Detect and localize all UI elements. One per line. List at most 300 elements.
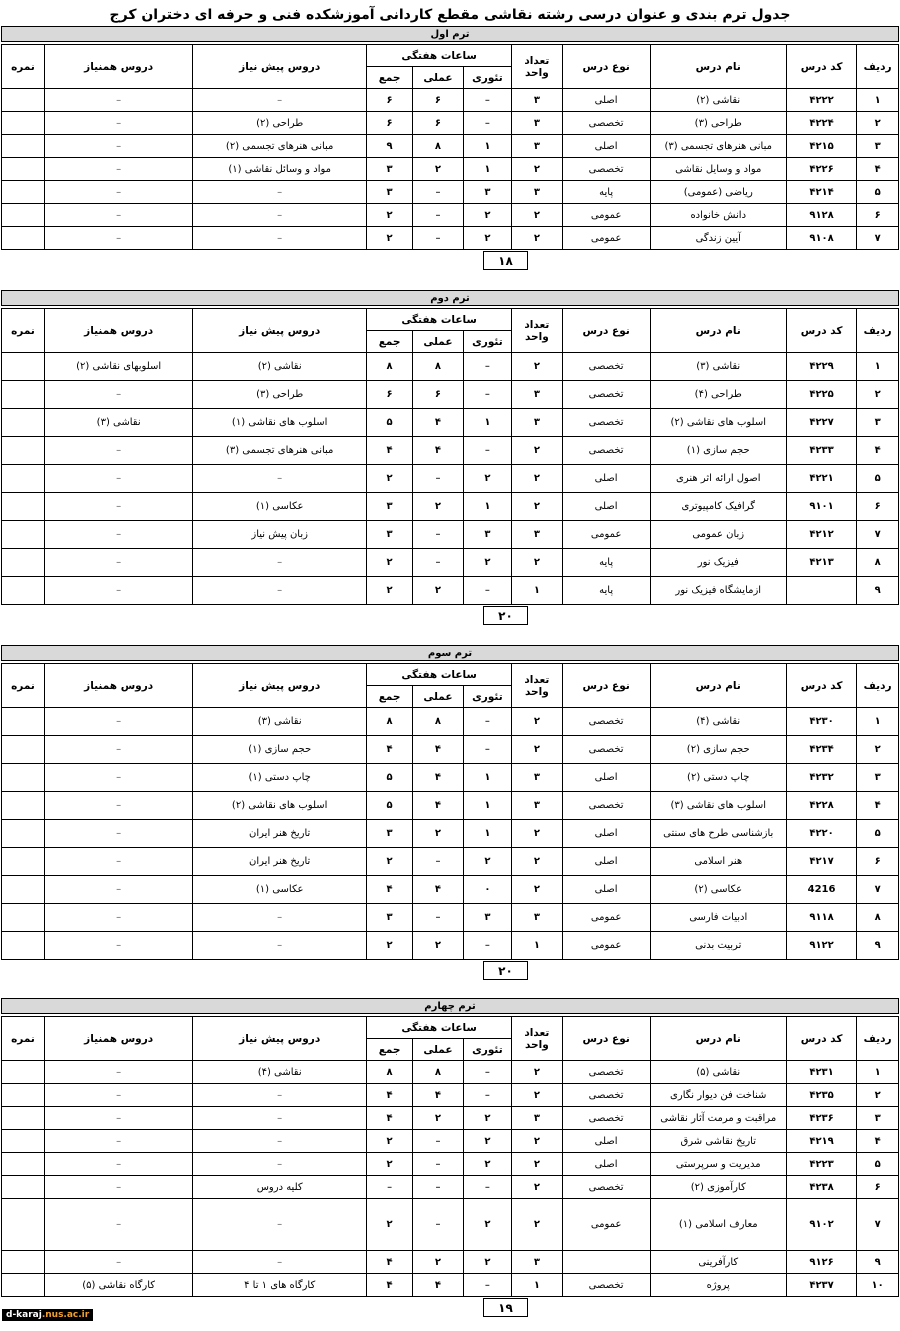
theory-cell: ۳ (463, 904, 511, 932)
header-total: جمع (367, 1039, 413, 1061)
units-cell: ۲ (512, 1199, 563, 1251)
header-coreq: دروس همنیاز (44, 309, 192, 353)
grade-cell[interactable] (2, 764, 45, 792)
course-name-cell: دانش خانواده (650, 204, 786, 227)
coreq-cell: – (44, 1251, 192, 1274)
prereq-cell: – (193, 549, 367, 577)
grade-cell[interactable] (2, 158, 45, 181)
units-cell: ۲ (512, 1130, 563, 1153)
total-cell: ۳ (367, 158, 413, 181)
coreq-cell: – (44, 1176, 192, 1199)
course-name-cell: آیین زندگی (650, 227, 786, 250)
grade-cell[interactable] (2, 549, 45, 577)
practical-cell: – (413, 181, 464, 204)
header-units (512, 45, 563, 89)
practical-cell: – (413, 204, 464, 227)
theory-cell: – (463, 437, 511, 465)
grade-cell[interactable] (2, 1084, 45, 1107)
term-title: ترم اول (1, 26, 899, 42)
header-coreq: دروس همنیاز (44, 45, 192, 89)
header-prereq: دروس پیش نیاز (193, 45, 367, 89)
code-cell: ۹۱۰۸ (786, 227, 856, 250)
units-cell: ۲ (512, 1176, 563, 1199)
row-cell: ۴ (857, 437, 899, 465)
header-grade: نمره (2, 664, 45, 708)
coreq-cell: – (44, 764, 192, 792)
practical-cell: ۲ (413, 158, 464, 181)
course-name-cell: طراحی (۴) (650, 381, 786, 409)
term-total-row (1, 961, 899, 981)
watermark-prefix: d-karaj (6, 1310, 42, 1320)
practical-cell: ۴ (413, 437, 464, 465)
table-row (2, 1251, 899, 1274)
theory-cell: – (463, 112, 511, 135)
grade-cell[interactable] (2, 820, 45, 848)
practical-cell: ۴ (413, 409, 464, 437)
grade-cell[interactable] (2, 521, 45, 549)
prereq-cell: – (193, 577, 367, 605)
prereq-cell: عکاسی (۱) (193, 493, 367, 521)
header-code: کد درس (786, 1017, 856, 1061)
grade-cell[interactable] (2, 227, 45, 250)
course-name-cell: زبان عمومی (650, 521, 786, 549)
course-name-cell: کارآموزی (۲) (650, 1176, 786, 1199)
code-cell: ۹۱۱۸ (786, 904, 856, 932)
total-cell: ۳ (367, 181, 413, 204)
course-name-cell: گرافیک کامپیوتری (650, 493, 786, 521)
type-cell: پایه (562, 577, 650, 605)
grade-cell[interactable] (2, 876, 45, 904)
course-name-cell: طراحی (۳) (650, 112, 786, 135)
theory-cell: ۲ (463, 1251, 511, 1274)
theory-cell: – (463, 353, 511, 381)
grade-cell[interactable] (2, 204, 45, 227)
total-cell: ۸ (367, 353, 413, 381)
total-cell: ۳ (367, 820, 413, 848)
total-cell: ۲ (367, 932, 413, 960)
grade-cell[interactable] (2, 1199, 45, 1251)
units-cell: ۳ (512, 409, 563, 437)
coreq-cell: – (44, 1199, 192, 1251)
row-cell: ۷ (857, 227, 899, 250)
course-name-cell: اسلوب های نقاشی (۲) (650, 409, 786, 437)
code-cell: ۴۲۲۵ (786, 381, 856, 409)
prereq-cell: – (193, 1084, 367, 1107)
course-name-cell: حجم سازی (۱) (650, 437, 786, 465)
code-cell: ۹۱۰۲ (786, 1199, 856, 1251)
course-name-cell: مدیریت و سرپرستی (650, 1153, 786, 1176)
type-cell: تخصصی (562, 1084, 650, 1107)
total-cell: ۳ (367, 521, 413, 549)
prereq-cell: تاریخ هنر ایران (193, 848, 367, 876)
theory-cell: ۱ (463, 820, 511, 848)
code-cell (786, 577, 856, 605)
code-cell: ۴۲۲۷ (786, 409, 856, 437)
type-cell: اصلی (562, 1153, 650, 1176)
course-name-cell: مراقبت و مرمت آثار نقاشی (650, 1107, 786, 1130)
units-cell: ۳ (512, 521, 563, 549)
coreq-cell: اسلوبهای نقاشی (۲) (44, 353, 192, 381)
course-name-cell: حجم سازی (۲) (650, 736, 786, 764)
term-title: ترم چهارم (1, 998, 899, 1014)
prereq-cell: حجم سازی (۱) (193, 736, 367, 764)
course-name-cell: نقاشی (۳) (650, 353, 786, 381)
practical-cell: ۴ (413, 736, 464, 764)
coreq-cell: – (44, 521, 192, 549)
total-cell: ۵ (367, 792, 413, 820)
total-cell: ۲ (367, 1153, 413, 1176)
grade-cell[interactable] (2, 736, 45, 764)
units-cell: ۲ (512, 708, 563, 736)
table-row (2, 1084, 899, 1107)
header-theory: تئوری (463, 686, 511, 708)
prereq-cell: نقاشی (۴) (193, 1061, 367, 1084)
grade-cell[interactable] (2, 437, 45, 465)
theory-cell: – (463, 736, 511, 764)
term-section (1, 645, 899, 981)
header-grade: نمره (2, 309, 45, 353)
theory-cell: – (463, 932, 511, 960)
units-cell: ۲ (512, 437, 563, 465)
theory-cell: ۳ (463, 521, 511, 549)
type-cell: پایه (562, 549, 650, 577)
theory-cell: – (463, 577, 511, 605)
course-name-cell: پروژه (650, 1274, 786, 1297)
theory-cell: ۱ (463, 158, 511, 181)
site-watermark (2, 1309, 93, 1321)
grade-cell[interactable] (2, 932, 45, 960)
practical-cell: ۲ (413, 932, 464, 960)
coreq-cell: – (44, 437, 192, 465)
practical-cell: ۴ (413, 792, 464, 820)
grade-cell[interactable] (2, 1107, 45, 1130)
term-total-units: ۱۹ (483, 1298, 528, 1317)
course-name-cell: اصول ارائه اثر هنری (650, 465, 786, 493)
units-cell: ۲ (512, 493, 563, 521)
table-row (2, 409, 899, 437)
grade-cell[interactable] (2, 1251, 45, 1274)
table-row (2, 493, 899, 521)
coreq-cell: – (44, 135, 192, 158)
theory-cell: ۱ (463, 792, 511, 820)
course-name-cell: ادبیات فارسی (650, 904, 786, 932)
grade-cell[interactable] (2, 89, 45, 112)
row-cell: ۹ (857, 932, 899, 960)
row-cell: ۶ (857, 848, 899, 876)
table-row (2, 904, 899, 932)
practical-cell: ۶ (413, 381, 464, 409)
prereq-cell: کارگاه های ۱ تا ۴ (193, 1274, 367, 1297)
units-cell: ۲ (512, 465, 563, 493)
header-units-bottom: واحد (524, 1038, 549, 1051)
prereq-cell: – (193, 227, 367, 250)
row-cell: ۸ (857, 904, 899, 932)
grade-cell[interactable] (2, 409, 45, 437)
total-cell: ۲ (367, 227, 413, 250)
units-cell: ۲ (512, 549, 563, 577)
grade-cell[interactable] (2, 1061, 45, 1084)
prereq-cell: طراحی (۳) (193, 381, 367, 409)
row-cell: ۴ (857, 1130, 899, 1153)
type-cell: اصلی (562, 465, 650, 493)
prereq-cell: – (193, 904, 367, 932)
table-row (2, 112, 899, 135)
header-practical: عملی (413, 1039, 464, 1061)
units-cell: ۲ (512, 848, 563, 876)
header-units-top: تعداد (524, 318, 550, 331)
header-units (512, 1017, 563, 1061)
practical-cell: ۸ (413, 1061, 464, 1084)
type-cell: تخصصی (562, 1176, 650, 1199)
code-cell: ۴۲۱۲ (786, 521, 856, 549)
code-cell: ۴۲۳۷ (786, 1274, 856, 1297)
total-cell: ۵ (367, 409, 413, 437)
row-cell: ۱ (857, 89, 899, 112)
prereq-cell: – (193, 181, 367, 204)
total-cell: – (367, 1176, 413, 1199)
coreq-cell: – (44, 158, 192, 181)
coreq-cell: – (44, 181, 192, 204)
type-cell: عمومی (562, 904, 650, 932)
header-prereq: دروس پیش نیاز (193, 309, 367, 353)
table-row (2, 792, 899, 820)
header-course-type: نوع درس (562, 309, 650, 353)
total-cell: ۲ (367, 848, 413, 876)
prereq-cell: اسلوب های نقاشی (۲) (193, 792, 367, 820)
table-row (2, 848, 899, 876)
grade-cell[interactable] (2, 353, 45, 381)
grade-cell[interactable] (2, 708, 45, 736)
table-row (2, 181, 899, 204)
prereq-cell: نقاشی (۳) (193, 708, 367, 736)
practical-cell: ۶ (413, 112, 464, 135)
units-cell: ۳ (512, 1251, 563, 1274)
code-cell: ۴۲۲۰ (786, 820, 856, 848)
header-units-top: تعداد (524, 54, 550, 67)
header-row: ردیف (857, 664, 899, 708)
row-cell: ۵ (857, 1153, 899, 1176)
prereq-cell: – (193, 1153, 367, 1176)
type-cell: تخصصی (562, 708, 650, 736)
prereq-cell: تاریخ هنر ایران (193, 820, 367, 848)
course-name-cell: چاپ دستی (۲) (650, 764, 786, 792)
header-theory: تئوری (463, 1039, 511, 1061)
code-cell: ۴۲۳۳ (786, 437, 856, 465)
practical-cell: ۸ (413, 135, 464, 158)
theory-cell: ۲ (463, 1107, 511, 1130)
theory-cell: – (463, 381, 511, 409)
practical-cell: ۸ (413, 353, 464, 381)
prereq-cell: زبان پیش نیاز (193, 521, 367, 549)
table-row (2, 158, 899, 181)
total-cell: ۲ (367, 577, 413, 605)
table-row (2, 1061, 899, 1084)
theory-cell: ۲ (463, 465, 511, 493)
theory-cell: ۲ (463, 848, 511, 876)
type-cell (562, 1251, 650, 1274)
theory-cell: ۱ (463, 493, 511, 521)
total-cell: ۲ (367, 465, 413, 493)
header-course-name: نام درس (650, 45, 786, 89)
row-cell: ۶ (857, 493, 899, 521)
table-row (2, 1107, 899, 1130)
coreq-cell: – (44, 904, 192, 932)
header-units (512, 664, 563, 708)
code-cell: ۴۲۲۱ (786, 465, 856, 493)
row-cell: ۵ (857, 820, 899, 848)
grade-cell[interactable] (2, 181, 45, 204)
coreq-cell: – (44, 736, 192, 764)
total-cell: ۲ (367, 1130, 413, 1153)
course-name-cell: عکاسی (۲) (650, 876, 786, 904)
practical-cell: – (413, 1153, 464, 1176)
row-cell: ۶ (857, 1176, 899, 1199)
row-cell: ۱ (857, 708, 899, 736)
total-cell: ۳ (367, 493, 413, 521)
coreq-cell: کارگاه نقاشی (۵) (44, 1274, 192, 1297)
grade-cell[interactable] (2, 465, 45, 493)
header-units-bottom: واحد (524, 66, 549, 79)
type-cell: تخصصی (562, 158, 650, 181)
total-cell: ۶ (367, 381, 413, 409)
course-name-cell: شناخت فن دیوار نگاری (650, 1084, 786, 1107)
course-name-cell: ریاضی (عمومی) (650, 181, 786, 204)
units-cell: ۲ (512, 227, 563, 250)
course-name-cell: تاریخ نقاشی شرق (650, 1130, 786, 1153)
grade-cell[interactable] (2, 1130, 45, 1153)
grade-cell[interactable] (2, 577, 45, 605)
table-row (2, 135, 899, 158)
header-coreq: دروس همنیاز (44, 664, 192, 708)
term-total-units: ۲۰ (483, 606, 528, 625)
grade-cell[interactable] (2, 792, 45, 820)
row-cell: ۱ (857, 1061, 899, 1084)
type-cell: اصلی (562, 820, 650, 848)
type-cell: عمومی (562, 521, 650, 549)
code-cell: ۴۲۳۱ (786, 1061, 856, 1084)
coreq-cell: – (44, 792, 192, 820)
units-cell: ۲ (512, 1084, 563, 1107)
grade-cell[interactable] (2, 904, 45, 932)
header-grade: نمره (2, 45, 45, 89)
type-cell: تخصصی (562, 381, 650, 409)
header-total: جمع (367, 686, 413, 708)
type-cell: اصلی (562, 848, 650, 876)
practical-cell: – (413, 848, 464, 876)
table-row (2, 549, 899, 577)
units-cell: ۳ (512, 764, 563, 792)
header-theory: تئوری (463, 67, 511, 89)
table-row (2, 353, 899, 381)
header-units-bottom: واحد (524, 330, 549, 343)
units-cell: ۳ (512, 135, 563, 158)
header-weekly-hours: ساعات هفتگی (367, 664, 512, 686)
row-cell: ۲ (857, 112, 899, 135)
grade-cell[interactable] (2, 493, 45, 521)
prereq-cell: اسلوب های نقاشی (۱) (193, 409, 367, 437)
units-cell: ۲ (512, 876, 563, 904)
prereq-cell: عکاسی (۱) (193, 876, 367, 904)
type-cell: اصلی (562, 89, 650, 112)
coreq-cell: – (44, 227, 192, 250)
type-cell: عمومی (562, 932, 650, 960)
practical-cell: – (413, 1176, 464, 1199)
prereq-cell: – (193, 465, 367, 493)
header-course-type: نوع درس (562, 45, 650, 89)
theory-cell: ۲ (463, 1130, 511, 1153)
row-cell: ۴ (857, 158, 899, 181)
table-row (2, 521, 899, 549)
table-row (2, 932, 899, 960)
coreq-cell: – (44, 112, 192, 135)
header-row: ردیف (857, 1017, 899, 1061)
coreq-cell: – (44, 1084, 192, 1107)
grade-cell[interactable] (2, 135, 45, 158)
header-row: ردیف (857, 45, 899, 89)
type-cell: تخصصی (562, 409, 650, 437)
table-row (2, 577, 899, 605)
grade-cell[interactable] (2, 1153, 45, 1176)
total-cell: ۲ (367, 549, 413, 577)
type-cell: اصلی (562, 493, 650, 521)
row-cell: ۳ (857, 409, 899, 437)
table-row (2, 708, 899, 736)
grade-cell[interactable] (2, 381, 45, 409)
practical-cell: – (413, 1199, 464, 1251)
header-course-type: نوع درس (562, 664, 650, 708)
grade-cell[interactable] (2, 848, 45, 876)
row-cell: ۲ (857, 1084, 899, 1107)
practical-cell: – (413, 521, 464, 549)
code-cell: ۴۲۱۴ (786, 181, 856, 204)
practical-cell: ۴ (413, 1084, 464, 1107)
prereq-cell: – (193, 932, 367, 960)
prereq-cell: نقاشی (۲) (193, 353, 367, 381)
header-prereq: دروس پیش نیاز (193, 1017, 367, 1061)
code-cell: ۴۲۱۵ (786, 135, 856, 158)
course-name-cell: کارآفرینی (650, 1251, 786, 1274)
code-cell: ۴۲۲۲ (786, 89, 856, 112)
code-cell: ۹۱۲۲ (786, 932, 856, 960)
prereq-cell: چاپ دستی (۱) (193, 764, 367, 792)
row-cell: ۵ (857, 465, 899, 493)
row-cell: ۶ (857, 204, 899, 227)
type-cell: تخصصی (562, 112, 650, 135)
header-course-type: نوع درس (562, 1017, 650, 1061)
units-cell: ۲ (512, 204, 563, 227)
total-cell: ۳ (367, 904, 413, 932)
prereq-cell: کلیه دروس (193, 1176, 367, 1199)
units-cell: ۳ (512, 89, 563, 112)
coreq-cell: – (44, 820, 192, 848)
grade-cell[interactable] (2, 112, 45, 135)
practical-cell: – (413, 549, 464, 577)
total-cell: ۴ (367, 1251, 413, 1274)
prereq-cell: مبانی هنرهای تجسمی (۲) (193, 135, 367, 158)
practical-cell: – (413, 1130, 464, 1153)
course-name-cell: اسلوب های نقاشی (۳) (650, 792, 786, 820)
code-cell: ۴۲۲۸ (786, 792, 856, 820)
coreq-cell: – (44, 381, 192, 409)
theory-cell: ۰ (463, 876, 511, 904)
header-practical: عملی (413, 67, 464, 89)
header-course-name: نام درس (650, 309, 786, 353)
type-cell: تخصصی (562, 353, 650, 381)
grade-cell[interactable] (2, 1176, 45, 1199)
grade-cell[interactable] (2, 1274, 45, 1297)
header-prereq: دروس پیش نیاز (193, 664, 367, 708)
header-coreq: دروس همنیاز (44, 1017, 192, 1061)
